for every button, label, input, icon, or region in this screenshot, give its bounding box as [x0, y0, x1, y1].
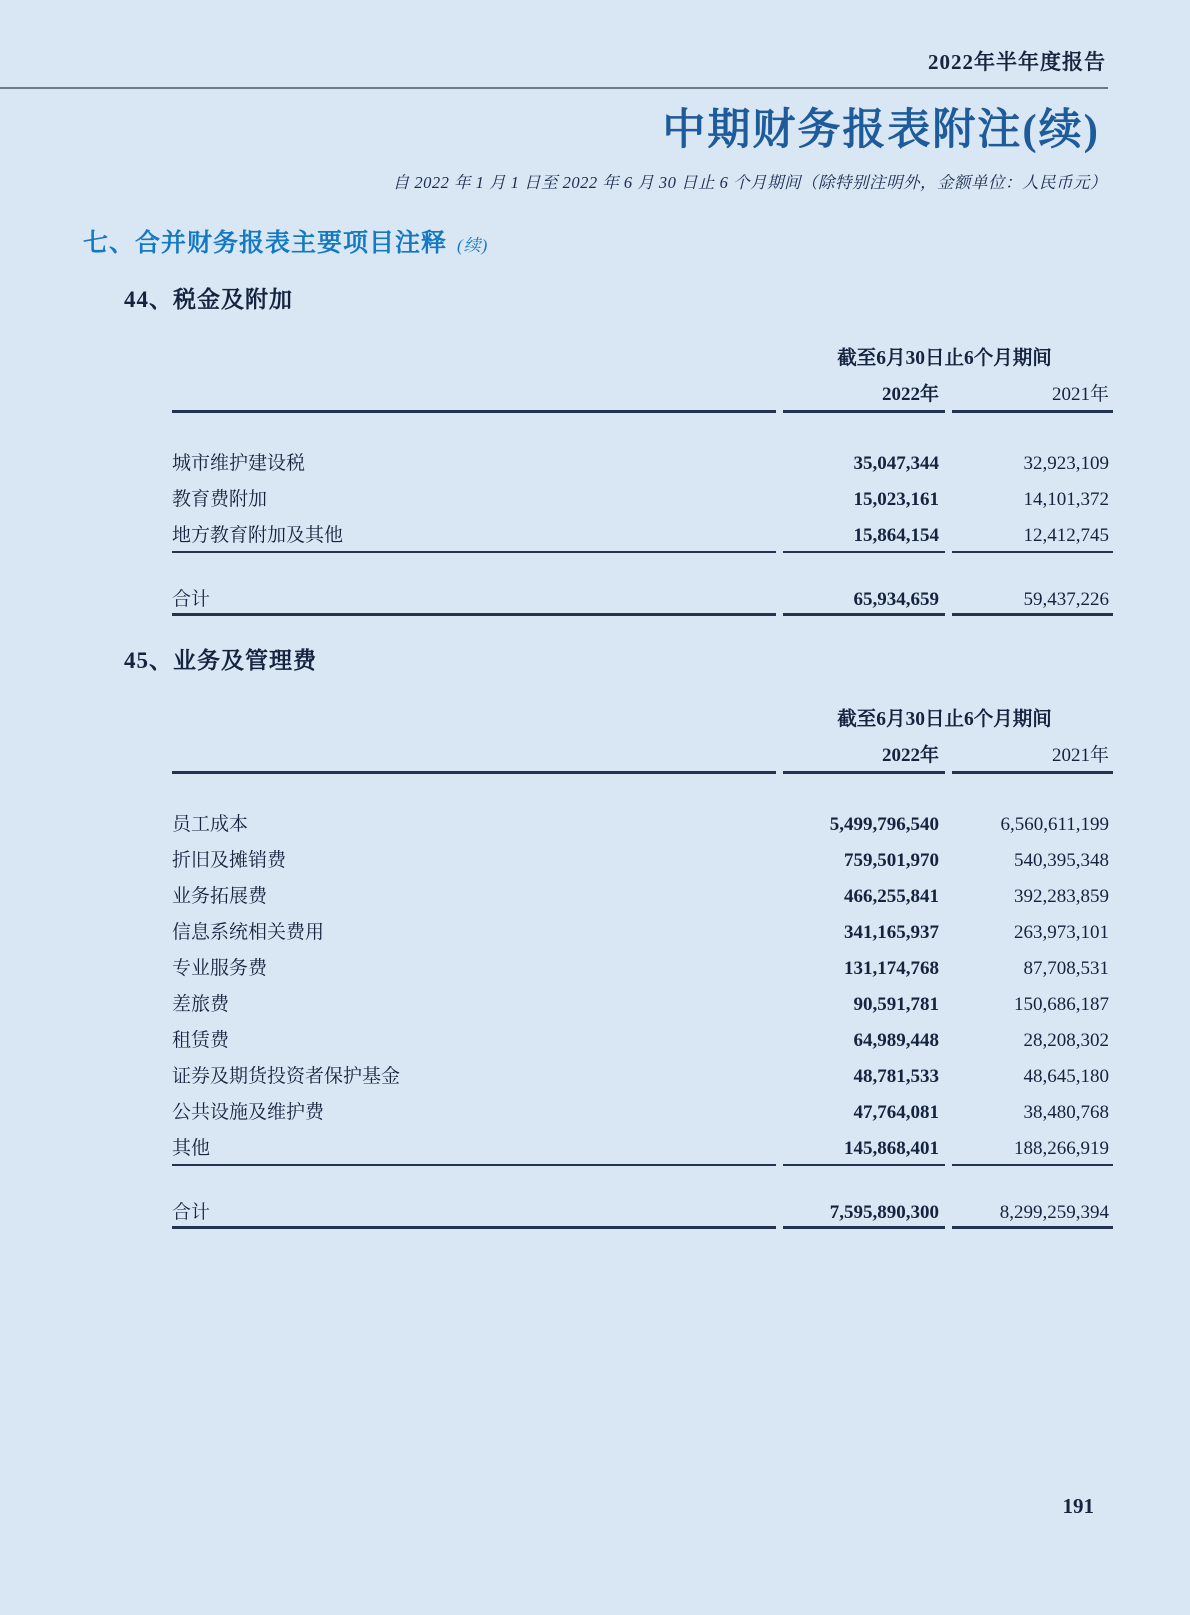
note-44-table [172, 332, 1113, 616]
row-label: 专业服务费 [172, 957, 268, 979]
row-label: 证券及期货投资者保护基金 [172, 1065, 401, 1087]
table-row [172, 800, 1113, 836]
table-column-header-row [172, 370, 1113, 410]
table-subtotal-rule [172, 551, 1113, 553]
table-row [172, 1016, 1113, 1052]
table-row [172, 439, 1113, 475]
table-row [172, 836, 1113, 872]
table-header-rule [172, 410, 1113, 413]
page-title: 中期财务报表附注(续) [662, 107, 1100, 154]
section-heading [83, 223, 1190, 259]
note-44-rows [172, 413, 1113, 547]
row-value-2022: 47,764,081 [853, 1101, 939, 1123]
row-label: 员工成本 [172, 813, 249, 835]
table-period-header-row [172, 693, 1113, 731]
row-value-2021: 188,266,919 [1014, 1137, 1109, 1159]
section-continued-label: (续) [457, 235, 489, 255]
row-value-2022: 131,174,768 [844, 957, 939, 979]
row-value-2021: 28,208,302 [1023, 1029, 1109, 1051]
row-value-2022: 35,047,344 [853, 452, 939, 474]
row-label: 城市维护建设税 [172, 452, 306, 474]
row-value-2022: 15,864,154 [853, 524, 939, 546]
total-row [172, 1166, 1113, 1224]
table-row [172, 1052, 1113, 1088]
total-row [172, 553, 1113, 611]
period-header: 截至6月30日止6个月期间 [837, 347, 1052, 369]
total-value-2022: 65,934,659 [853, 588, 939, 610]
row-label: 公共设施及维护费 [172, 1101, 325, 1123]
table-bottom-rule [172, 613, 1113, 616]
row-label: 差旅费 [172, 993, 230, 1015]
row-value-2022: 5,499,796,540 [829, 813, 939, 835]
row-value-2021: 14,101,372 [1023, 488, 1109, 510]
table-period-header-row [172, 332, 1113, 370]
row-value-2022: 48,781,533 [853, 1065, 939, 1087]
row-value-2021: 12,412,745 [1023, 524, 1109, 546]
table-row [172, 980, 1113, 1016]
table-header-rule [172, 771, 1113, 774]
table-row [172, 944, 1113, 980]
column-header-2021: 2021年 [1051, 744, 1109, 766]
total-label: 合计 [172, 1201, 211, 1223]
column-header-2022: 2022年 [881, 383, 939, 405]
header-rule [0, 87, 1108, 89]
note-45-section [0, 642, 1190, 1229]
row-value-2021: 32,923,109 [1023, 452, 1109, 474]
row-value-2022: 90,591,781 [853, 993, 939, 1015]
row-label: 地方教育附加及其他 [172, 524, 344, 546]
row-value-2021: 38,480,768 [1023, 1101, 1109, 1123]
table-column-header-row [172, 731, 1113, 771]
row-label: 折旧及摊销费 [172, 849, 287, 871]
row-label: 其他 [172, 1137, 211, 1159]
page-number: 191 [1062, 1494, 1094, 1518]
table-row [172, 872, 1113, 908]
table-row [172, 908, 1113, 944]
row-value-2021: 150,686,187 [1014, 993, 1109, 1015]
row-value-2022: 64,989,448 [853, 1029, 939, 1051]
table-subtotal-rule [172, 1164, 1113, 1166]
row-value-2021: 540,395,348 [1014, 849, 1109, 871]
column-header-2022: 2022年 [881, 744, 939, 766]
note-44-section [0, 281, 1190, 616]
total-value-2022: 7,595,890,300 [829, 1201, 939, 1223]
row-label: 教育费附加 [172, 488, 268, 510]
total-value-2021: 59,437,226 [1023, 588, 1109, 610]
row-value-2021: 87,708,531 [1023, 957, 1109, 979]
note-45-rows [172, 774, 1113, 1160]
row-value-2022: 341,165,937 [844, 921, 939, 943]
page-subtitle: 自 2022 年 1 月 1 日至 2022 年 6 月 30 日止 6 个月期间（除特别注明外，金额单位：人民币元） [392, 172, 1107, 192]
column-header-2021: 2021年 [1051, 383, 1109, 405]
table-bottom-rule [172, 1226, 1113, 1229]
note-45-table [172, 693, 1113, 1229]
total-label: 合计 [172, 588, 211, 610]
row-value-2021: 6,560,611,199 [1000, 813, 1109, 835]
row-value-2021: 48,645,180 [1023, 1065, 1109, 1087]
table-row [172, 511, 1113, 547]
section-heading-text: 七、合并财务报表主要项目注释 [83, 229, 448, 257]
table-row [172, 1124, 1113, 1160]
row-label: 信息系统相关费用 [172, 921, 325, 943]
period-header: 截至6月30日止6个月期间 [837, 708, 1052, 730]
row-label: 业务拓展费 [172, 885, 268, 907]
row-value-2021: 263,973,101 [1014, 921, 1109, 943]
row-value-2022: 145,868,401 [844, 1137, 939, 1159]
note-45-heading: 45、业务及管理费 [124, 647, 317, 673]
total-value-2021: 8,299,259,394 [999, 1201, 1109, 1223]
row-value-2022: 759,501,970 [844, 849, 939, 871]
row-value-2022: 466,255,841 [844, 885, 939, 907]
table-row [172, 1088, 1113, 1124]
row-label: 租赁费 [172, 1029, 230, 1051]
row-value-2022: 15,023,161 [853, 488, 939, 510]
row-value-2021: 392,283,859 [1014, 885, 1109, 907]
running-header: 2022年半年度报告 [928, 50, 1106, 74]
table-row [172, 475, 1113, 511]
note-44-heading: 44、税金及附加 [124, 286, 293, 312]
